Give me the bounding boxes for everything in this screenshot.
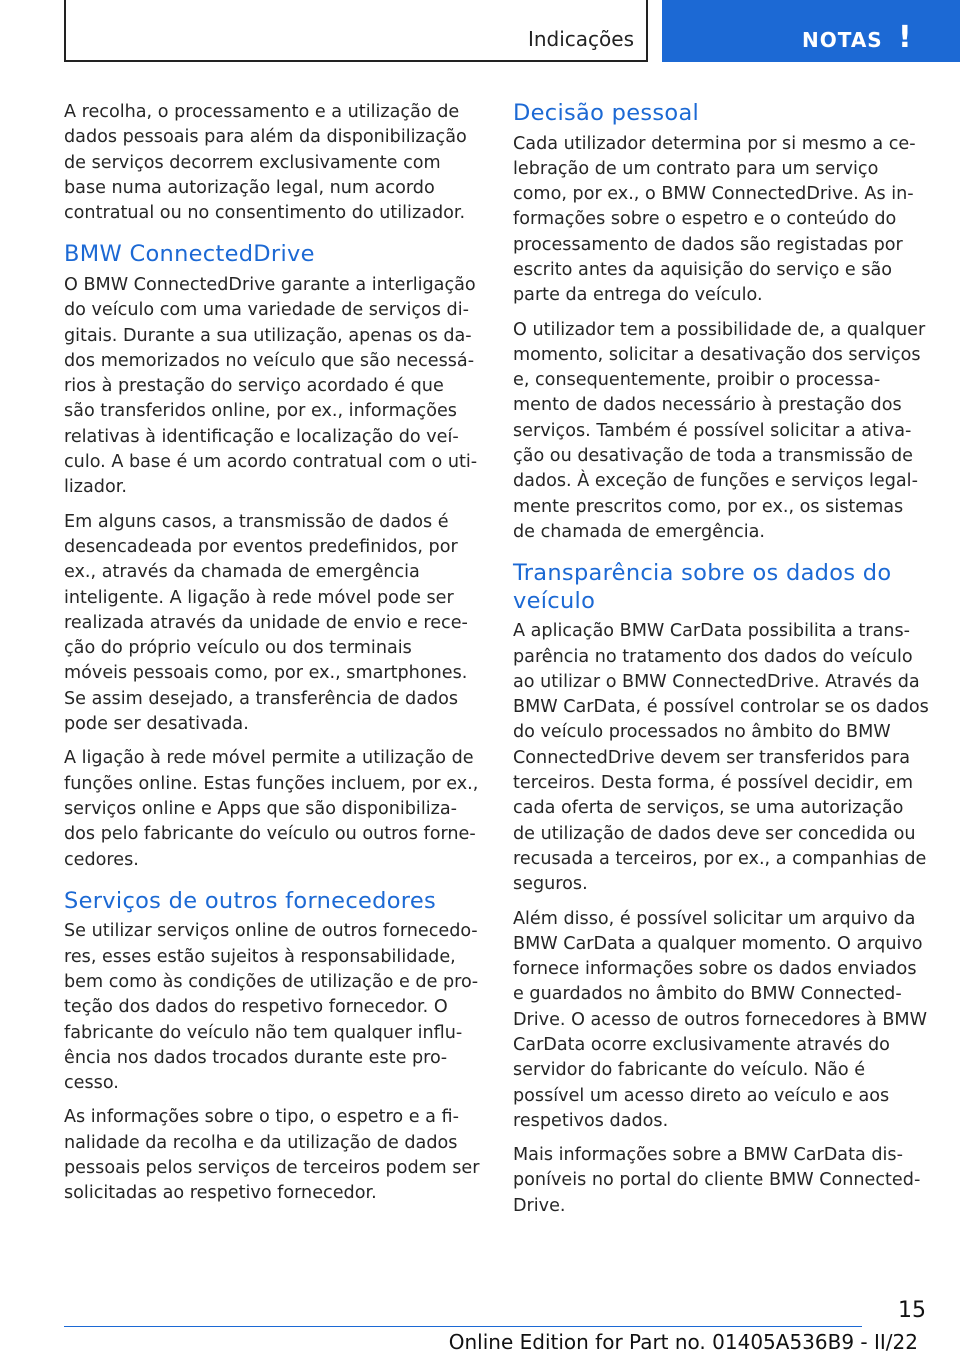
footer-edition: Online Edition for Part no. 01405A536B9 - II/22 [448, 1330, 918, 1354]
paragraph-connecteddrive-3: A ligação à rede móvel permite a utilização de funções online. Estas funções incluem, por ex., serviços online e Apps que são disponibilizados pelo fabricante do veículo ou outros fornecedores. [64, 748, 479, 870]
paragraph-third-party-1: Se utilizar serviços online de outros fornecedores, esses estão sujeitos à responsabilidade, bem como às condições de utilização e de proteção dos dados do respetivo fornecedor. O fabricante do veículo não tem qualquer influência nos dados trocados durante este processo. [64, 921, 479, 1094]
paragraph-connecteddrive-1: O BMW ConnectedDrive garante a interligação do veículo com uma variedade de serviços digitais. Durante a sua utilização, apenas os dados memorizados no veículo que são necessários à prestação do serviço acordado é que são transferidos online, por ex., informações relativas à identificação e localização do veículo. A base é um acordo contratual com o utilizador. [64, 274, 478, 498]
paragraph-decision-2: O utilizador tem a possibilidade de, a qualquer momento, solicitar a desativação dos serviços e, consequentemente, proibir o processamento de dados necessário à prestação dos serviços. Também é possível solicitar a ativação ou desativação de toda a transmissão de dados. À exceção de funções e serviços legalmente prescritos como, por ex., os sistemas de chamada de emergência. [513, 319, 926, 542]
page-number: 15 [898, 1298, 926, 1323]
paragraph-third-party-2: As informações sobre o tipo, o espetro e a finalidade da recolha e da utilização de dados pessoais pelos serviços de terceiros podem ser solicitadas ao respetivo fornecedor. [64, 1107, 480, 1204]
heading-personal-decision: Decisão pessoal [513, 100, 700, 126]
section-title: Indicações [527, 27, 634, 51]
left-column [64, 100, 480, 1216]
notes-tab[interactable] [662, 0, 960, 62]
notes-tab-label: NOTAS [802, 28, 883, 52]
paragraph-intro: A recolha, o processamento e a utilização de dados pessoais para além da disponibilização de serviços decorrem exclusivamente com base numa autorização legal, num acordo contratual ou no consentimento do utilizador. [64, 102, 467, 224]
paragraph-transparency-3: Mais informações sobre a BMW CarData disponíveis no portal do cliente BMW ConnectedDrive. [513, 1145, 921, 1216]
exclamation-icon: ! [898, 20, 912, 55]
paragraph-connecteddrive-2: Em alguns casos, a transmissão de dados é desencadeada por eventos predefinidos, por ex., através da chamada de emergência inteligente. A ligação à rede móvel pode ser realizada através da unidade de envio e receção do próprio veículo ou dos terminais móveis pessoais como, por ex., smartphones. Se assim desejado, a transferência de dados pode ser desativada. [64, 511, 468, 735]
heading-third-party-services: Serviços de outros fornecedores [64, 887, 437, 914]
paragraph-decision-1: Cada utilizador determina por si mesmo a celebração de um contrato para um serviço como, por ex., o BMW ConnectedDrive. As informações sobre o espetro e o conteúdo do processamento de dados são registadas por escrito antes da aquisição do serviço e são parte da entrega do veículo. [513, 133, 916, 306]
footer-divider [64, 1326, 862, 1327]
right-column [513, 100, 929, 1228]
paragraph-transparency-2: Além disso, é possível solicitar um arquivo da BMW CarData a qualquer momento. O arquivo fornece informações sobre os dados enviados e guardados no âmbito do BMW ConnectedDrive. O acesso de outros fornecedores à BMW CarData ocorre exclusivamente através do servidor do fabricante do veículo. Não é possível um acesso direto ao veículo e aos respetivos dados. [513, 908, 928, 1131]
heading-transparency: Transparência sobre os dados do veículo [513, 560, 892, 614]
paragraph-transparency-1: A aplicação BMW CarData possibilita a transparência no tratamento dos dados do veículo ao utilizar o BMW ConnectedDrive. Através da BMW CarData, é possível controlar se os dados do veículo processados no âmbito do BMW ConnectedDrive devem ser transferidos para terceiros. Desta forma, é possível decidir, em cada oferta de serviços, se uma autorização de utilização de dados deve ser concedida ou recusada a terceiros, por ex., a companhias de seguros. [513, 621, 929, 895]
heading-connecteddrive: BMW ConnectedDrive [64, 241, 315, 268]
